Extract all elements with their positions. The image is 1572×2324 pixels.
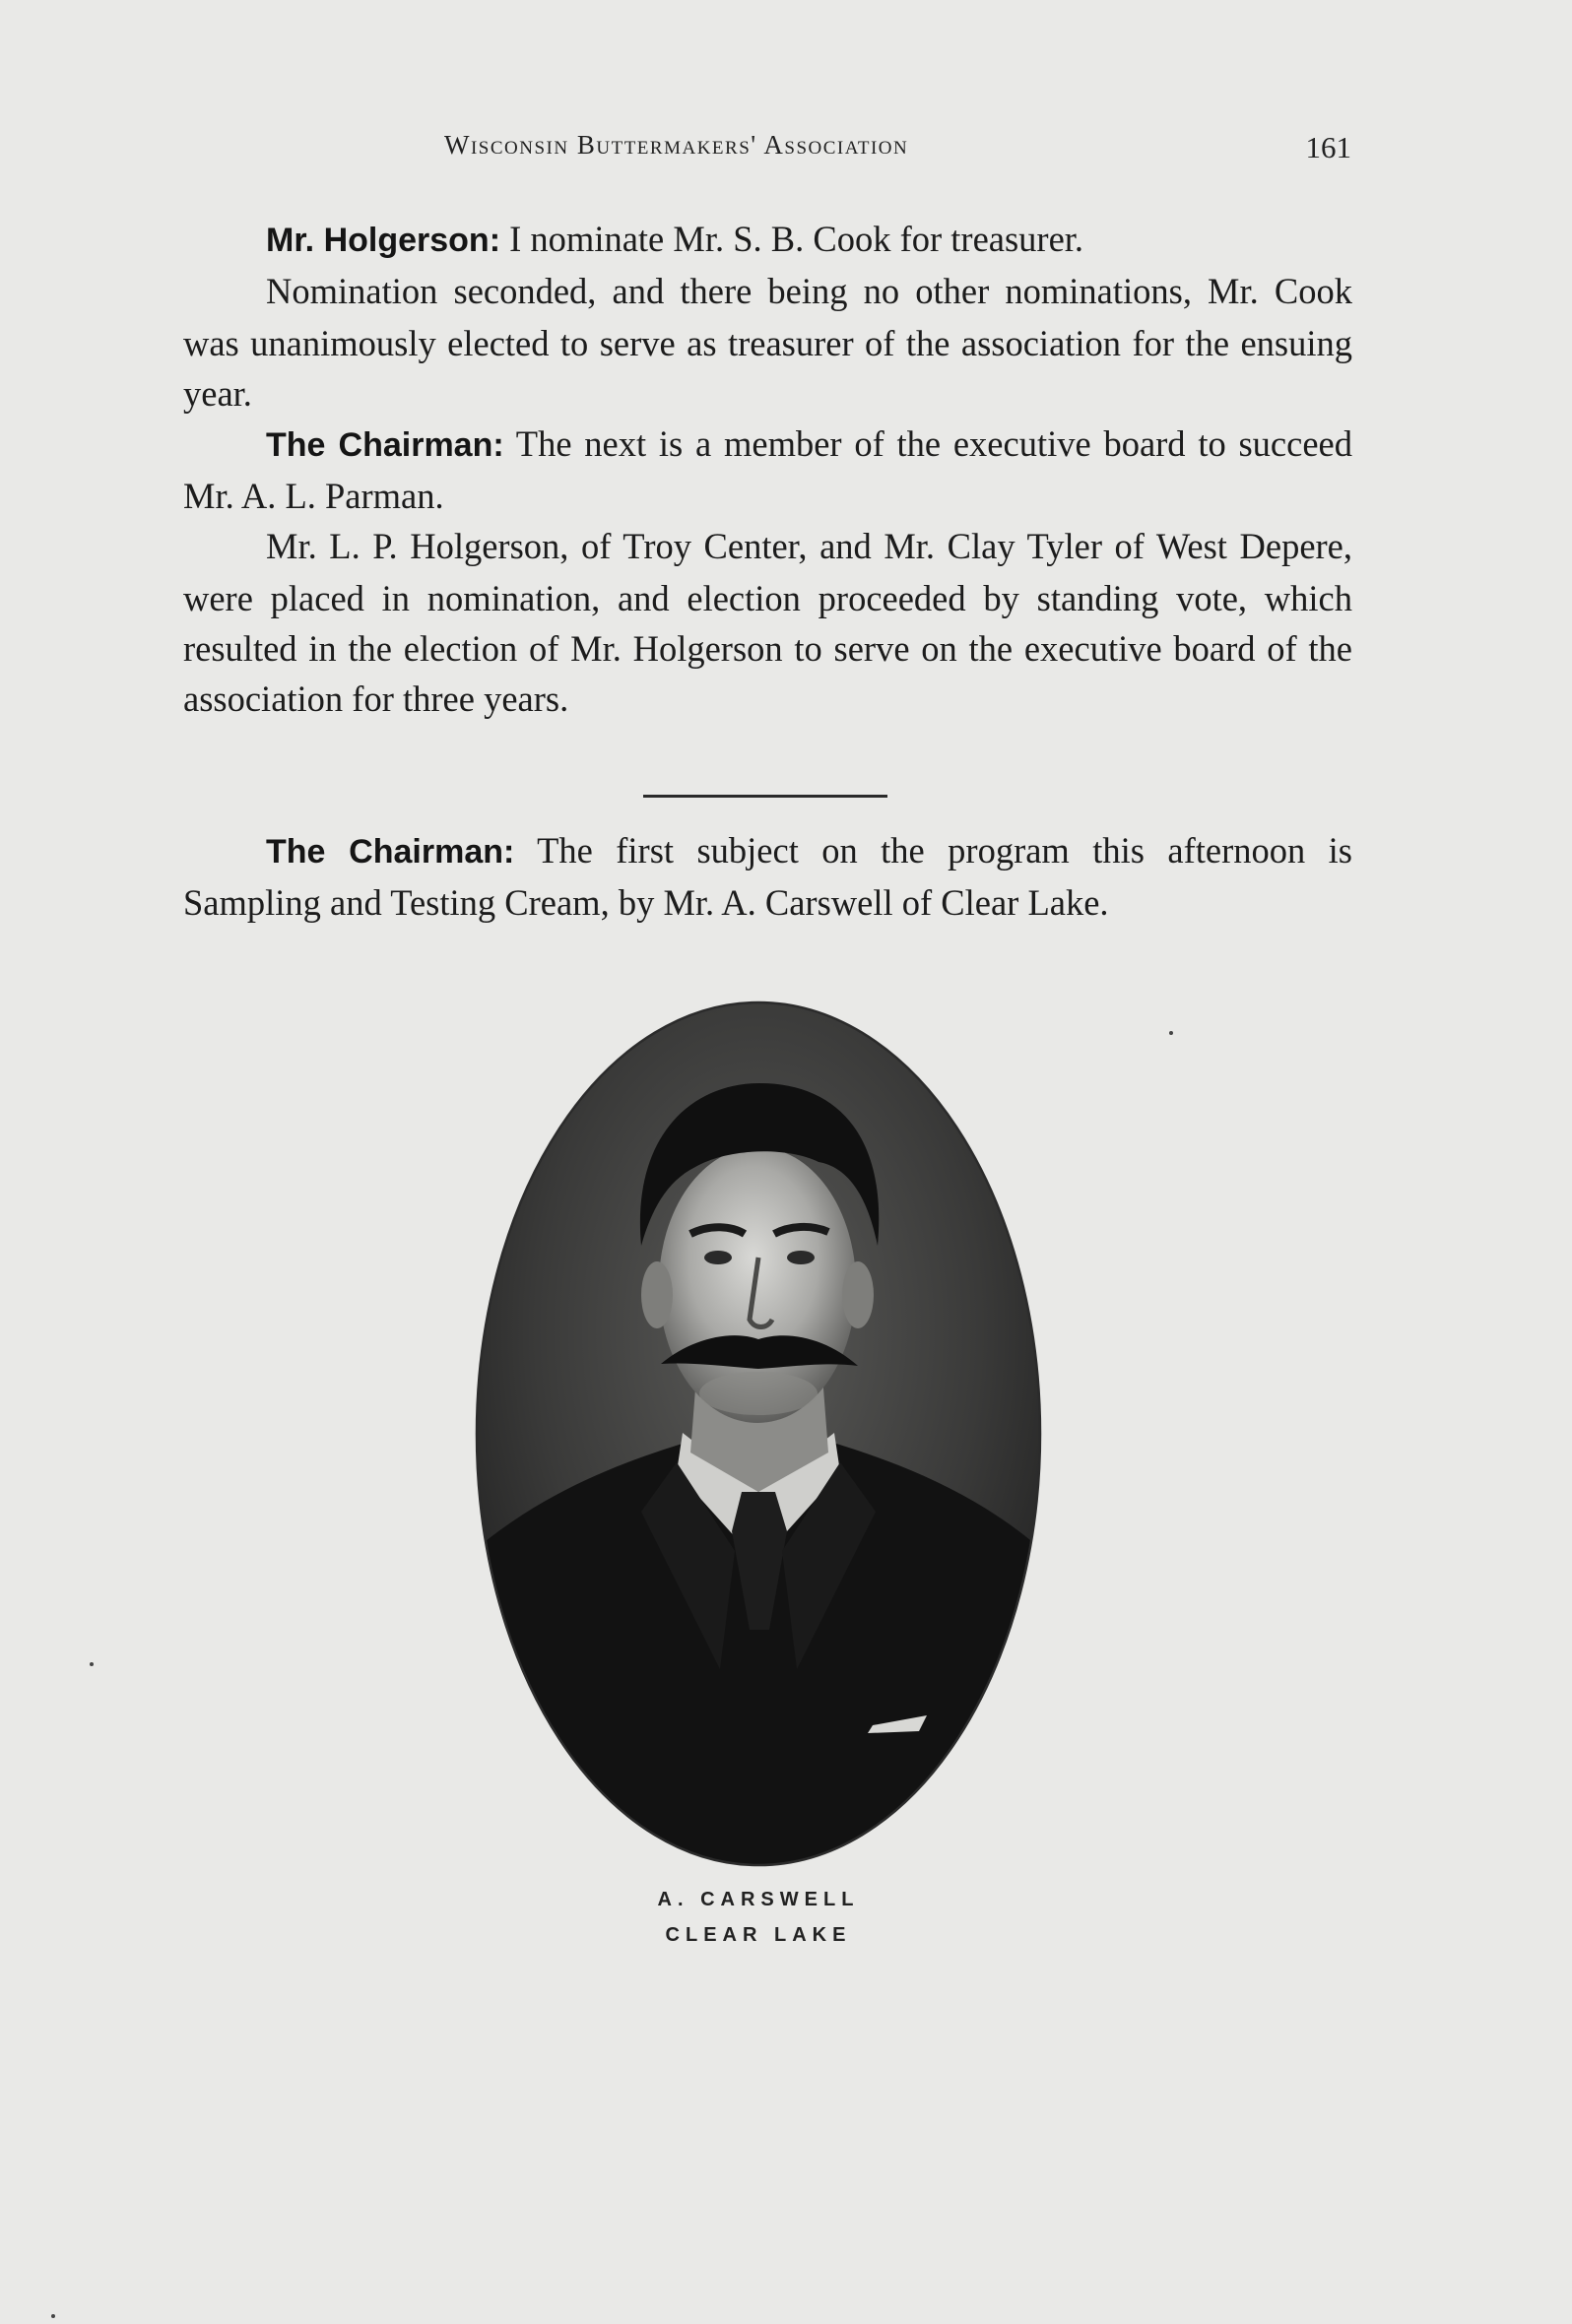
paragraph-text: I nominate Mr. S. B. Cook for treasurer. (500, 219, 1084, 259)
paragraph-text: The next is a member of the executive board to succeed Mr. A. L. Parman. (183, 423, 1352, 516)
paragraph (183, 521, 1352, 724)
paragraph (183, 825, 1352, 928)
section-divider (643, 795, 887, 798)
paper-speck (1169, 1031, 1173, 1035)
running-title: Wisconsin Buttermakers' Association (444, 130, 909, 160)
page-number: 161 (1305, 130, 1351, 164)
paper-speck (90, 1662, 94, 1666)
proceedings-text-continued (183, 825, 1352, 928)
portrait-caption-name: A. CARSWELL (657, 1889, 860, 1910)
paragraph (183, 419, 1352, 521)
running-head (183, 130, 1355, 179)
paragraph-text: Nomination seconded, and there being no other nominations, Mr. Cook was unanimously elected to serve as treasurer of the association for the ensuing year. (183, 271, 1352, 414)
paragraph-text: The first subject on the program this afternoon is Sampling and Testing Cream, by Mr. A. Carswell of Clear Lake. (183, 830, 1352, 923)
speaker-label: Mr. Holgerson: (266, 222, 501, 259)
paragraph (183, 214, 1352, 266)
paragraph (183, 266, 1352, 419)
paper-speck (51, 2314, 55, 2318)
portrait-caption-place: CLEAR LAKE (665, 1924, 852, 1946)
paragraph-text: Mr. L. P. Holgerson, of Troy Center, and Mr. Clay Tyler of West Depere, were placed in nomination, and election proceeded by standing vote, which resulted in the election of Mr. Holgerson to serve on the executive board of the association for three years. (183, 526, 1352, 719)
speaker-label: The Chairman: (266, 833, 515, 871)
proceedings-text (183, 214, 1352, 724)
speaker-label: The Chairman: (266, 426, 504, 464)
oval-portrait-photo-icon (474, 1000, 1043, 1868)
